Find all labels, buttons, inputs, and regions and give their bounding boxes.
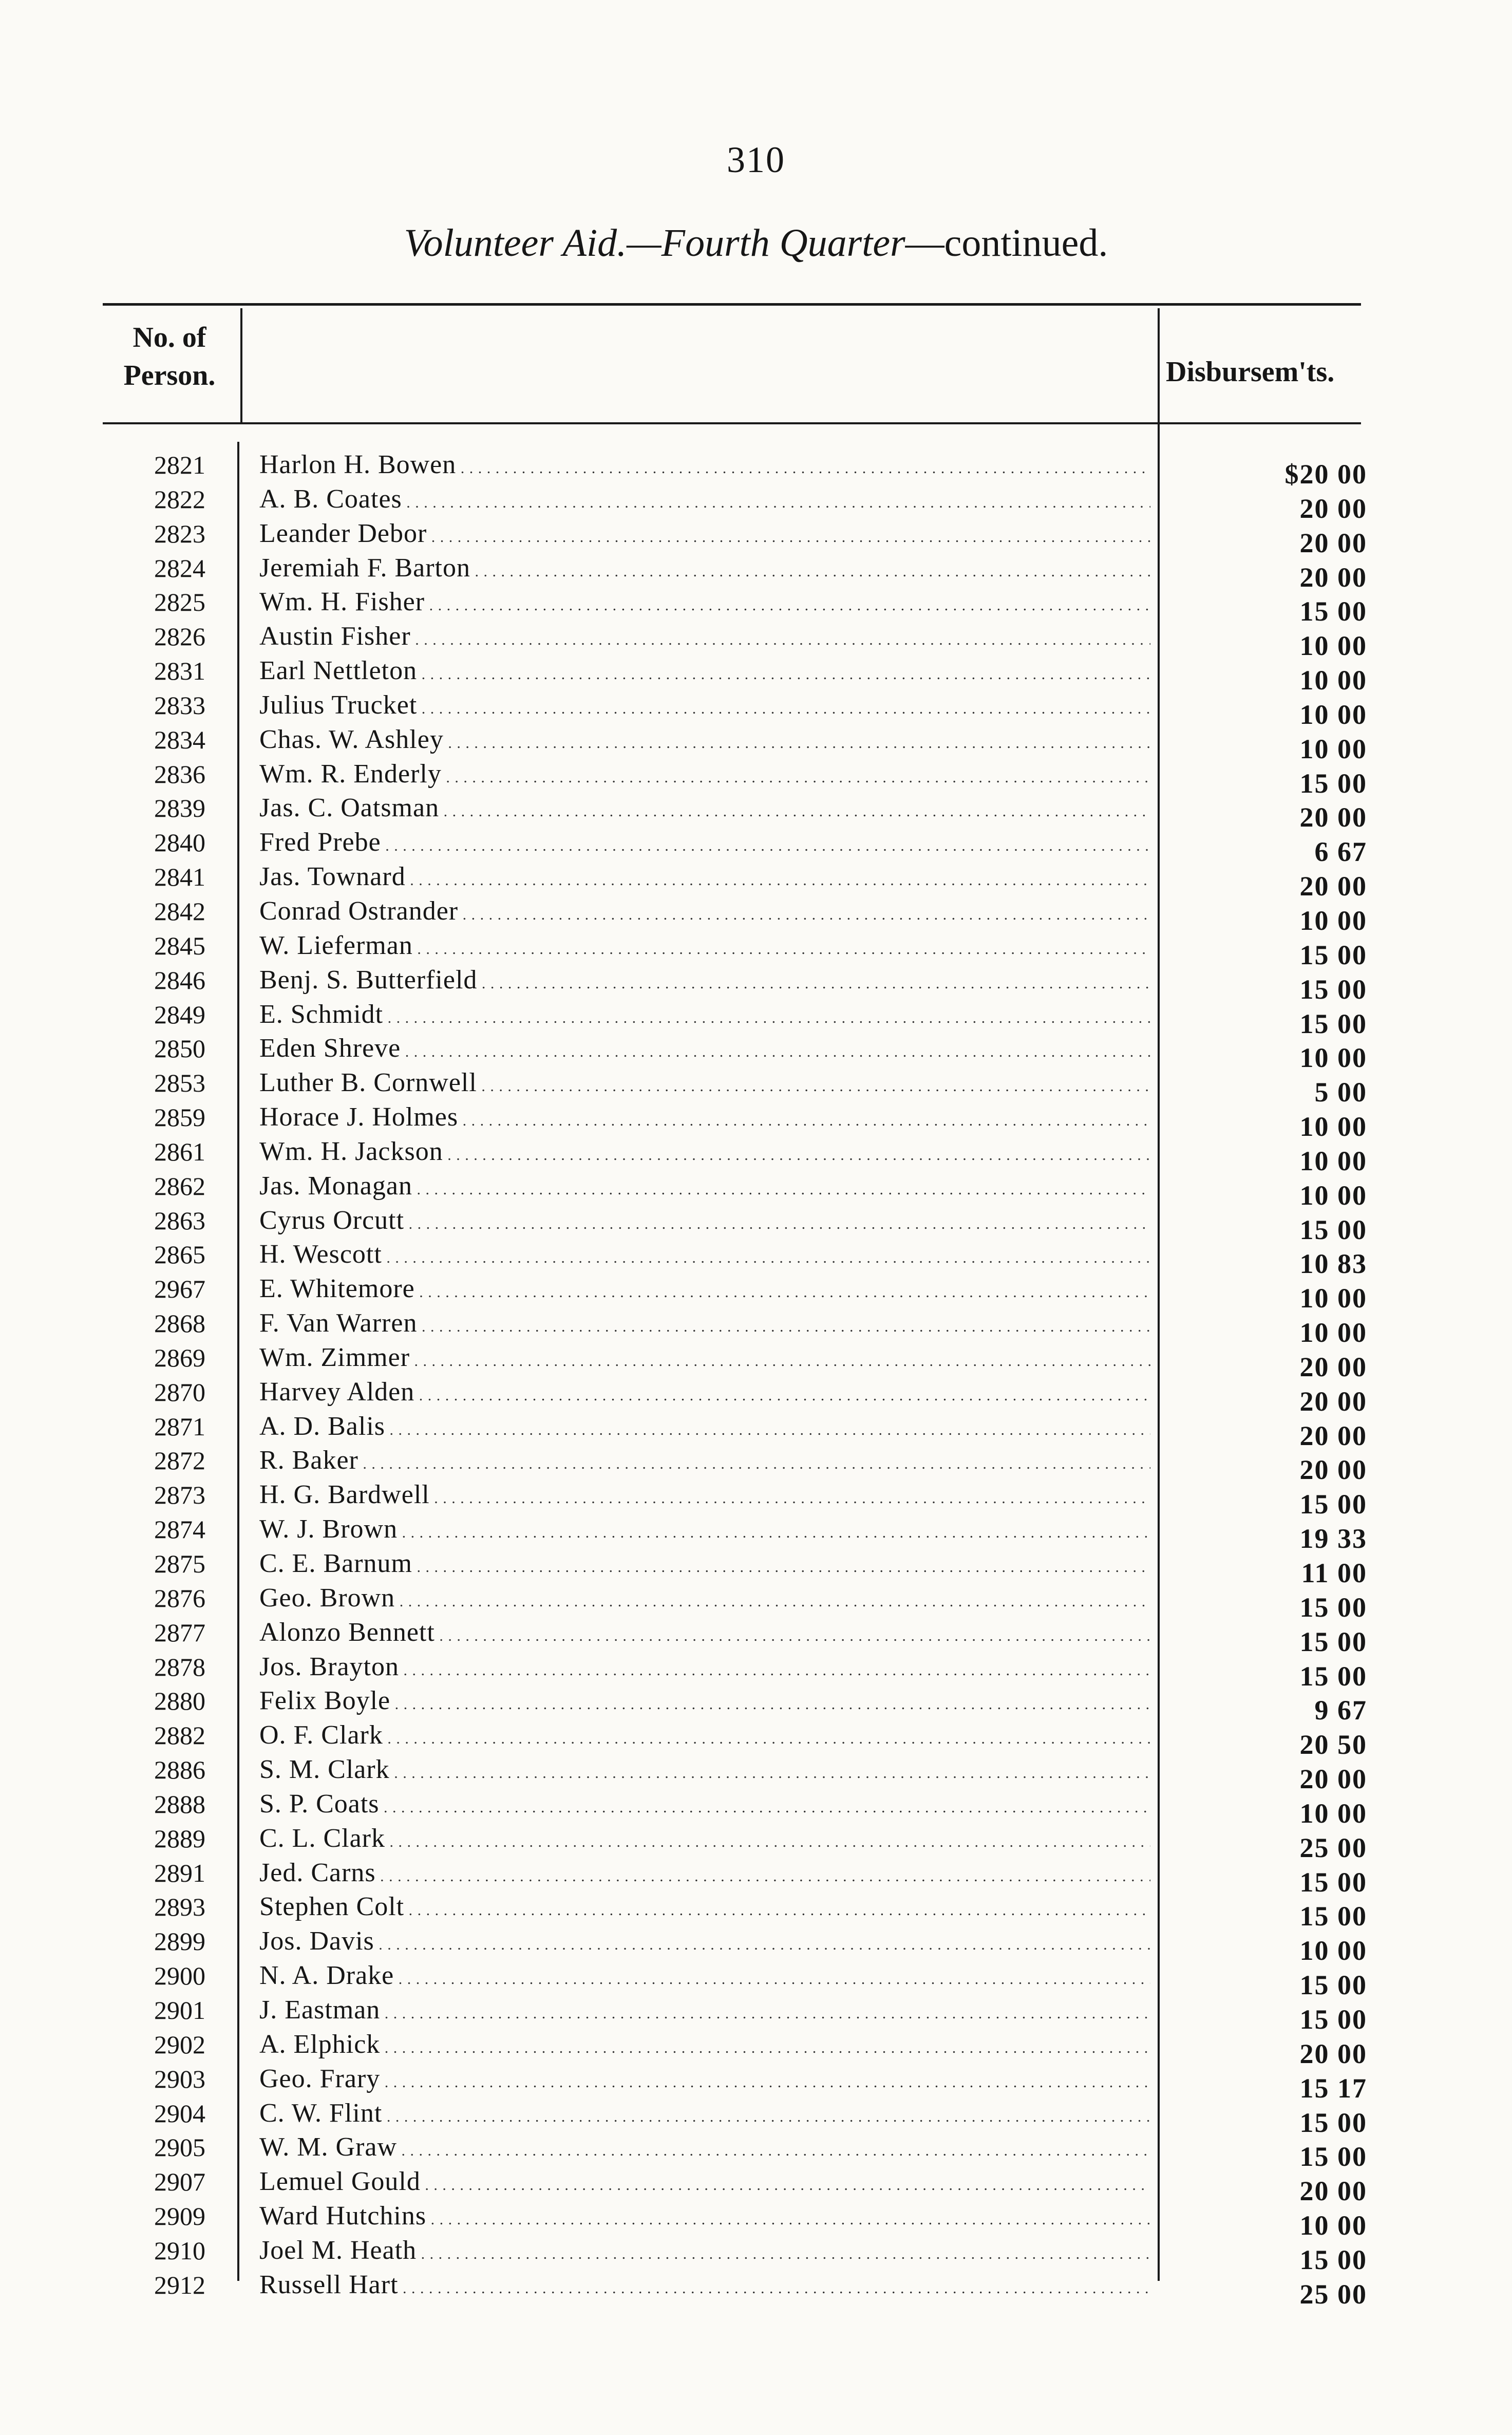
disbursement-amount: 20 00: [1299, 2038, 1367, 2069]
disbursement-amount: 15 00: [1299, 1214, 1367, 1245]
person-name: H. Wescott . . .: [259, 1238, 1150, 1271]
disbursement-amount: 10 00: [1299, 699, 1367, 730]
table-row: [0, 1238, 1512, 1280]
person-number: 2871: [154, 1412, 205, 1441]
disbursement-amount: 10 00: [1299, 1797, 1367, 1829]
table-row: [0, 2165, 1512, 2207]
table-top-rule: [103, 303, 1361, 306]
person-name: Earl Nettleton . . .: [259, 654, 1150, 688]
table-row: [0, 448, 1512, 490]
person-name: Benj. S. Butterfield . . .: [259, 963, 1150, 997]
table-row: [0, 2096, 1512, 2138]
person-number: 2836: [154, 759, 205, 789]
table-row: [0, 826, 1512, 868]
table-row: [0, 1924, 1512, 1966]
person-name: Horace J. Holmes . . .: [259, 1100, 1150, 1134]
disbursement-amount: 20 00: [1299, 1420, 1367, 1451]
disbursement-amount: 15 00: [1299, 1489, 1367, 1520]
disbursement-amount: 20 50: [1299, 1729, 1367, 1760]
table-row: [0, 551, 1512, 593]
table-row: [0, 894, 1512, 936]
table-row: [0, 1822, 1512, 1863]
person-number: 2840: [154, 828, 205, 857]
person-name: C. E. Barnum . . .: [259, 1547, 1150, 1581]
person-name: W. M. Graw . . .: [259, 2130, 1150, 2164]
person-name: Alonzo Bennett . . .: [259, 1616, 1150, 1650]
person-number: 2967: [154, 1275, 205, 1304]
disbursement-amount: 25 00: [1299, 1832, 1367, 1863]
person-number: 2886: [154, 1755, 205, 1785]
disbursement-amount: 5 00: [1314, 1077, 1367, 1108]
disbursement-amount: 15 00: [1299, 973, 1367, 1005]
table-row: [0, 2268, 1512, 2310]
disbursement-amount: 20 00: [1299, 1351, 1367, 1382]
person-name: Wm. Zimmer . . .: [259, 1341, 1150, 1375]
table-row: [0, 1616, 1512, 1657]
table-row: [0, 1581, 1512, 1623]
person-name: Jas. Townard . . .: [259, 860, 1150, 894]
person-name: Julius Trucket . . .: [259, 688, 1150, 722]
person-name: Luther B. Cornwell . . .: [259, 1066, 1150, 1100]
disbursement-amount: 10 00: [1299, 2210, 1367, 2241]
person-number: 2899: [154, 1927, 205, 1956]
person-number: 2850: [154, 1034, 205, 1063]
person-name: S. M. Clark . . .: [259, 1753, 1150, 1787]
table-row: [0, 757, 1512, 799]
table-row: [0, 654, 1512, 696]
person-name: Harvey Alden . . .: [259, 1375, 1150, 1409]
person-number: 2876: [154, 1583, 205, 1613]
table-row: [0, 2062, 1512, 2104]
disbursement-amount: 20 00: [1299, 1385, 1367, 1417]
table-row: [0, 1204, 1512, 1245]
table-row: [0, 1856, 1512, 1898]
person-number: 2846: [154, 965, 205, 995]
person-number: 2841: [154, 863, 205, 892]
person-name: Jas. Monagan . . .: [259, 1169, 1150, 1203]
person-number: 2901: [154, 1995, 205, 2025]
person-number: 2842: [154, 896, 205, 926]
person-name: Conrad Ostrander . . .: [259, 894, 1150, 928]
person-name: Joel M. Heath . . .: [259, 2234, 1150, 2268]
person-name: C. L. Clark . . .: [259, 1822, 1150, 1856]
page-number: 310: [727, 139, 785, 180]
person-name: Cyrus Orcutt . . .: [259, 1204, 1150, 1238]
table-row: [0, 1478, 1512, 1520]
person-name: Chas. W. Ashley . . .: [259, 723, 1150, 757]
person-name: Harlon H. Bowen . . .: [259, 448, 1150, 482]
disbursement-amount: 15 00: [1299, 2003, 1367, 2035]
table-row: [0, 1993, 1512, 2035]
person-name: Leander Debor . . .: [259, 517, 1150, 551]
number-column-header: [103, 319, 236, 395]
disbursement-amount: 15 00: [1299, 939, 1367, 970]
person-number: 2822: [154, 484, 205, 514]
disbursement-amount: 15 00: [1299, 2107, 1367, 2138]
person-name: Wm. H. Jackson . . .: [259, 1135, 1150, 1169]
person-number: 2868: [154, 1309, 205, 1338]
table-row: [0, 1306, 1512, 1348]
person-name: E. Schmidt . . .: [259, 998, 1150, 1032]
person-name: Wm. R. Enderly . . .: [259, 757, 1150, 791]
table-row: [0, 585, 1512, 627]
disbursement-amount: 15 00: [1299, 767, 1367, 799]
table-row: [0, 1272, 1512, 1314]
disbursement-amount: 15 00: [1299, 1866, 1367, 1898]
person-name: Jas. C. Oatsman . . .: [259, 791, 1150, 825]
table-row: [0, 2028, 1512, 2069]
table-row: [0, 860, 1512, 902]
person-name: Felix Boyle . . .: [259, 1684, 1150, 1718]
disbursement-amount: 20 00: [1299, 561, 1367, 593]
person-name: R. Baker . . .: [259, 1444, 1150, 1477]
person-number: 2875: [154, 1549, 205, 1578]
disbursement-amount: 6 67: [1314, 836, 1367, 868]
disbursement-amount: 10 00: [1299, 1179, 1367, 1211]
person-number: 2833: [154, 690, 205, 720]
person-name: Stephen Colt . . .: [259, 1890, 1150, 1924]
person-number: 2825: [154, 588, 205, 617]
disbursement-amount: 9 67: [1314, 1695, 1367, 1726]
person-number: 2863: [154, 1206, 205, 1235]
disbursement-amount: 15 00: [1299, 1901, 1367, 1932]
person-name: N. A. Drake . . .: [259, 1959, 1150, 1993]
table-row: [0, 1169, 1512, 1211]
person-number: 2877: [154, 1618, 205, 1647]
disbursement-amount: 10 00: [1299, 630, 1367, 662]
disbursement-amount: 10 83: [1299, 1248, 1367, 1280]
person-number: 2903: [154, 2064, 205, 2093]
person-number: 2904: [154, 2099, 205, 2128]
person-number: 2905: [154, 2133, 205, 2162]
person-number: 2849: [154, 1000, 205, 1029]
person-name: J. Eastman . . .: [259, 1993, 1150, 2027]
table-row: [0, 1753, 1512, 1795]
disbursement-amount: 15 00: [1299, 2141, 1367, 2172]
table-row: [0, 620, 1512, 662]
person-number: 2831: [154, 657, 205, 686]
table-row: [0, 1890, 1512, 1932]
person-number: 2845: [154, 931, 205, 960]
disbursement-amount: 25 00: [1299, 2278, 1367, 2310]
table-row: [0, 482, 1512, 524]
disbursement-amount: 20 00: [1299, 1764, 1367, 1795]
person-name: O. F. Clark . . .: [259, 1718, 1150, 1752]
person-name: H. G. Bardwell . . .: [259, 1478, 1150, 1512]
disbursement-amount: 10 00: [1299, 1042, 1367, 1074]
disbursement-amount: 20 00: [1299, 493, 1367, 524]
person-name: W. Lieferman . . .: [259, 929, 1150, 963]
person-number: 2823: [154, 519, 205, 548]
disbursement-amount: 20 00: [1299, 802, 1367, 833]
disbursement-amount: 10 00: [1299, 733, 1367, 764]
person-name: Jeremiah F. Barton . . .: [259, 551, 1150, 585]
person-name: Eden Shreve . . .: [259, 1032, 1150, 1065]
person-name: Geo. Frary . . .: [259, 2062, 1150, 2096]
person-number: 2861: [154, 1137, 205, 1166]
person-number: 2839: [154, 794, 205, 823]
person-number: 2900: [154, 1961, 205, 1991]
person-number: 2821: [154, 451, 205, 479]
person-number: 2853: [154, 1069, 205, 1098]
person-number: 2880: [154, 1687, 205, 1716]
table-row: [0, 1410, 1512, 1451]
table-row: [0, 1100, 1512, 1142]
person-number: 2910: [154, 2236, 205, 2265]
table-row: [0, 1650, 1512, 1692]
page-title: [0, 221, 1512, 266]
person-number: 2834: [154, 725, 205, 754]
person-name: Fred Prebe . . .: [259, 826, 1150, 859]
disbursement-amount: 15 00: [1299, 2244, 1367, 2275]
person-number: 2869: [154, 1343, 205, 1372]
disbursement-amount: 15 00: [1299, 596, 1367, 627]
table-row: [0, 998, 1512, 1039]
disbursement-amount: 15 00: [1299, 1008, 1367, 1039]
person-name: E. Whitemore . . .: [259, 1272, 1150, 1306]
table-row: [0, 1444, 1512, 1486]
table-row: [0, 723, 1512, 764]
person-number: 2882: [154, 1721, 205, 1750]
person-number: 2824: [154, 553, 205, 583]
person-name: Jos. Davis . . .: [259, 1924, 1150, 1958]
title-section: Volunteer Aid.: [404, 221, 627, 265]
disbursement-amount: $20 00: [1284, 459, 1367, 490]
person-name: Jed. Carns . . .: [259, 1856, 1150, 1890]
table-row: [0, 1032, 1512, 1074]
table-row: [0, 1684, 1512, 1726]
person-name: A. Elphick . . .: [259, 2028, 1150, 2062]
person-number: 2889: [154, 1824, 205, 1853]
disbursement-amount: 10 00: [1299, 665, 1367, 696]
person-number: 2907: [154, 2167, 205, 2197]
person-number: 2865: [154, 1240, 205, 1269]
table-row: [0, 1547, 1512, 1588]
number-header-line2: Person.: [123, 360, 216, 391]
table-row: [0, 1959, 1512, 2001]
disbursement-amount: 15 00: [1299, 1970, 1367, 2001]
title-continued: —continued.: [905, 221, 1108, 265]
person-name: S. P. Coats . . .: [259, 1787, 1150, 1821]
person-name: A. B. Coates . . .: [259, 482, 1150, 516]
table-row: [0, 1375, 1512, 1417]
person-name: Wm. H. Fisher . . .: [259, 585, 1150, 619]
disbursement-amount: 15 00: [1299, 1660, 1367, 1692]
disbursement-amount: 20 00: [1299, 1454, 1367, 1486]
person-number: 2893: [154, 1893, 205, 1922]
disbursement-amount: 15 17: [1299, 2072, 1367, 2104]
table-row: [0, 1066, 1512, 1108]
person-name: Austin Fisher . . .: [259, 620, 1150, 653]
disbursement-amount: 15 00: [1299, 1626, 1367, 1657]
table-row: [0, 1718, 1512, 1760]
person-number: 2912: [154, 2270, 205, 2299]
disbursement-amount: 10 00: [1299, 1145, 1367, 1176]
person-name: Russell Hart . . .: [259, 2268, 1150, 2302]
table-row: [0, 2234, 1512, 2275]
person-number: 2826: [154, 622, 205, 651]
disbursement-amount: 10 00: [1299, 1283, 1367, 1314]
person-name: W. J. Brown . . .: [259, 1512, 1150, 1546]
disbursement-amount: 10 00: [1299, 1935, 1367, 1966]
table-row: [0, 963, 1512, 1005]
table-row: [0, 1341, 1512, 1382]
person-name: Ward Hutchins . . .: [259, 2199, 1150, 2233]
person-number: 2878: [154, 1652, 205, 1681]
disbursement-amount: 19 33: [1299, 1523, 1367, 1554]
person-name: Lemuel Gould . . .: [259, 2165, 1150, 2199]
table-row: [0, 929, 1512, 970]
header-bottom-rule: [103, 422, 1361, 424]
disbursement-amount: 20 00: [1299, 871, 1367, 902]
table-row: [0, 517, 1512, 558]
disbursement-amount: 11 00: [1301, 1558, 1367, 1588]
table-row: [0, 1512, 1512, 1554]
disbursement-amount: 10 00: [1299, 905, 1367, 936]
table-row: [0, 2199, 1512, 2241]
person-name: A. D. Balis . . .: [259, 1410, 1150, 1444]
number-column-divider: [240, 308, 242, 422]
disbursement-amount: 20 00: [1299, 2176, 1367, 2207]
table-row: [0, 688, 1512, 730]
person-number: 2888: [154, 1789, 205, 1819]
person-number: 2859: [154, 1103, 205, 1132]
disbursement-amount: 20 00: [1299, 527, 1367, 558]
person-name: Geo. Brown . . .: [259, 1581, 1150, 1615]
disbursements-column-header: Disbursem'ts.: [1166, 356, 1335, 388]
person-name: Jos. Brayton . . .: [259, 1650, 1150, 1684]
person-number: 2902: [154, 2030, 205, 2059]
disbursement-amount: 10 00: [1299, 1111, 1367, 1142]
person-number: 2909: [154, 2202, 205, 2231]
title-quarter: —Fourth Quarter: [627, 221, 905, 265]
table-row: [0, 1787, 1512, 1829]
person-number: 2873: [154, 1481, 205, 1510]
table-row: [0, 791, 1512, 833]
person-number: 2891: [154, 1858, 205, 1887]
person-number: 2862: [154, 1171, 205, 1201]
person-name: F. Van Warren . . .: [259, 1306, 1150, 1340]
table-row: [0, 2130, 1512, 2172]
disbursement-amount: 10 00: [1299, 1317, 1367, 1348]
table-row: [0, 1135, 1512, 1176]
disbursement-list: [0, 448, 1512, 2310]
person-name: C. W. Flint . . .: [259, 2096, 1150, 2130]
person-number: 2872: [154, 1446, 205, 1475]
person-number: 2874: [154, 1515, 205, 1544]
disbursement-amount: 15 00: [1299, 1591, 1367, 1623]
number-header-line1: No. of: [133, 322, 206, 353]
person-number: 2870: [154, 1377, 205, 1407]
